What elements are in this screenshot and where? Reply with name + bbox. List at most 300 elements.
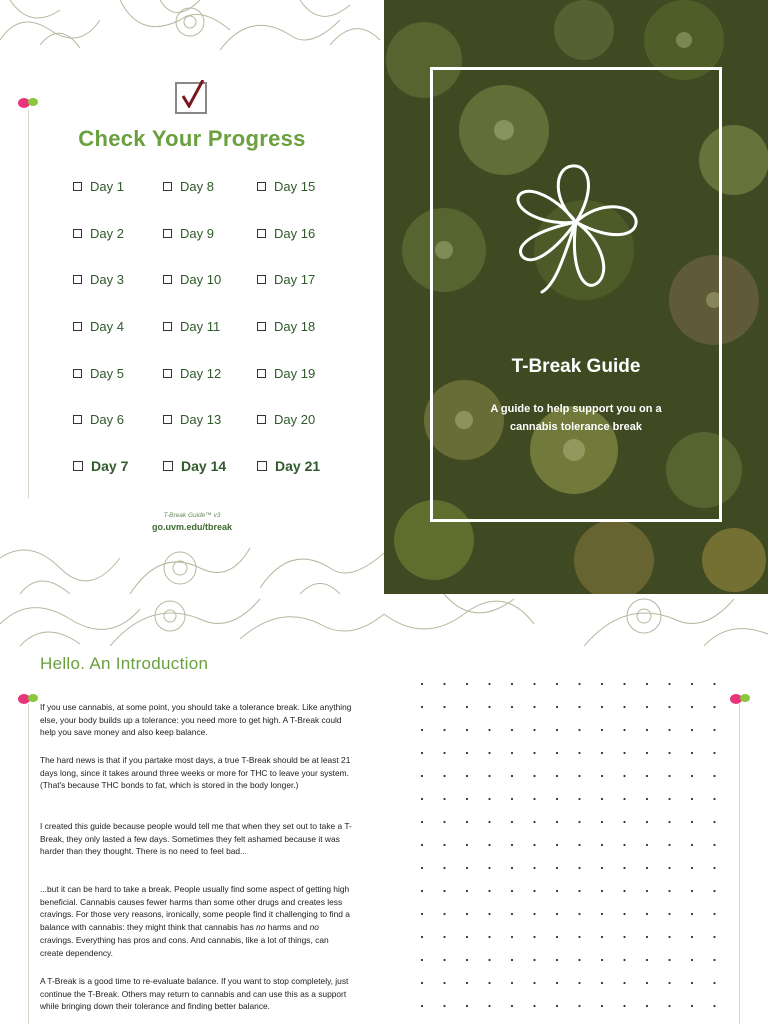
grid-dot — [691, 706, 693, 708]
grid-dot — [646, 752, 648, 754]
grid-dot — [601, 821, 603, 823]
grid-dot — [623, 890, 625, 892]
grid-dot — [533, 1005, 535, 1007]
grid-dot — [623, 844, 625, 846]
grid-dot — [533, 867, 535, 869]
grid-dot — [601, 798, 603, 800]
grid-dot — [668, 729, 670, 731]
grid-dot — [623, 729, 625, 731]
grid-dot — [646, 706, 648, 708]
checkbox[interactable] — [73, 322, 82, 331]
day-label: Day 19 — [274, 366, 316, 381]
day-checkbox-18[interactable] — [257, 319, 315, 334]
grid-dot — [578, 752, 580, 754]
grid-dot — [646, 775, 648, 777]
grid-dot — [533, 890, 535, 892]
grid-dot — [601, 752, 603, 754]
grid-dot — [668, 982, 670, 984]
grid-dot — [601, 867, 603, 869]
grid-dot — [421, 867, 423, 869]
grid-dot — [533, 844, 535, 846]
grid-dot — [601, 913, 603, 915]
grid-dot — [646, 959, 648, 961]
grid-dot — [443, 798, 445, 800]
grid-dot — [421, 913, 423, 915]
grid-dot — [713, 729, 715, 731]
grid-dot — [556, 959, 558, 961]
day-checkbox-1[interactable] — [73, 179, 124, 194]
grid-dot — [623, 936, 625, 938]
grid-dot — [443, 959, 445, 961]
grid-dot — [466, 706, 468, 708]
grid-dot — [578, 821, 580, 823]
grid-dot — [668, 752, 670, 754]
grid-dot — [691, 913, 693, 915]
sprout-icon — [18, 96, 38, 110]
grid-dot — [533, 821, 535, 823]
grid-dot — [668, 683, 670, 685]
grid-dot — [578, 913, 580, 915]
day-checkbox-13[interactable] — [163, 412, 221, 427]
grid-dot — [713, 982, 715, 984]
grid-dot — [421, 683, 423, 685]
footer-url[interactable]: go.uvm.edu/tbreak — [151, 522, 232, 532]
grid-dot — [511, 959, 513, 961]
grid-dot — [421, 959, 423, 961]
grid-dot — [443, 890, 445, 892]
grid-dot — [713, 959, 715, 961]
grid-dot — [511, 729, 513, 731]
grid-dot — [713, 1005, 715, 1007]
grid-dot — [443, 1005, 445, 1007]
grid-dot — [488, 913, 490, 915]
grid-dot — [443, 683, 445, 685]
grid-dot — [533, 982, 535, 984]
checkbox[interactable] — [163, 229, 172, 238]
grid-dot — [713, 890, 715, 892]
day-label: Day 6 — [90, 412, 124, 427]
grid-dot — [691, 844, 693, 846]
day-checkbox-4[interactable] — [73, 319, 124, 334]
grid-dot — [466, 752, 468, 754]
cover-page — [384, 0, 768, 594]
checkbox[interactable] — [257, 229, 266, 238]
grid-dot — [578, 683, 580, 685]
grid-dot — [466, 982, 468, 984]
day-checkbox-6[interactable] — [73, 412, 124, 427]
day-label: Day 1 — [90, 179, 124, 194]
grid-dot — [601, 775, 603, 777]
grid-dot — [466, 1005, 468, 1007]
grid-dot — [421, 798, 423, 800]
day-checkbox-3[interactable] — [73, 272, 124, 287]
grid-dot — [443, 936, 445, 938]
margin-line — [28, 704, 29, 1024]
grid-dot — [601, 982, 603, 984]
grid-dot — [668, 821, 670, 823]
day-label: Day 8 — [180, 179, 214, 194]
day-checkbox-19[interactable] — [257, 366, 315, 381]
grid-dot — [556, 752, 558, 754]
day-checkbox-20[interactable] — [257, 412, 315, 427]
intro-paragraph-2: The hard news is that if you partake most days, a true T-Break should be at least 21 days long, since it takes around three weeks or more for THC to leave your system. (That's because THC bonds to fat, which is stored in the body longer.) — [40, 755, 351, 791]
cover-subtitle-line2: cannabis tolerance break — [509, 421, 643, 433]
grid-dot — [691, 821, 693, 823]
grid-dot — [488, 752, 490, 754]
grid-dot — [421, 936, 423, 938]
grid-dot — [623, 706, 625, 708]
grid-dot — [646, 844, 648, 846]
grid-dot — [533, 706, 535, 708]
cover-subtitle-line1: A guide to help support you on a — [490, 403, 662, 415]
grid-dot — [691, 1005, 693, 1007]
checkbox[interactable] — [163, 275, 172, 284]
checkbox-check-icon — [175, 82, 207, 114]
intro-paragraph-3: I created this guide because people would tell me that when they set out to take a T-Break, they only lasted a few days. Sometimes they felt ashamed because it was harder than they thought. There is no need to feel bad... — [40, 821, 352, 857]
grid-dot — [691, 775, 693, 777]
grid-dot — [668, 913, 670, 915]
grid-dot — [668, 1005, 670, 1007]
day-label: Day 13 — [180, 412, 222, 427]
checkbox[interactable] — [257, 182, 266, 191]
day-checkbox-10[interactable] — [163, 272, 221, 287]
cover-title: T-Break Guide — [511, 356, 641, 377]
grid-dot — [578, 729, 580, 731]
day-label: Day 15 — [274, 179, 316, 194]
grid-dot — [421, 775, 423, 777]
grid-dot — [533, 936, 535, 938]
grid-dot — [511, 775, 513, 777]
grid-dot — [556, 844, 558, 846]
grid-dot — [691, 729, 693, 731]
grid-dot — [646, 729, 648, 731]
grid-dot — [556, 729, 558, 731]
grid-dot — [511, 890, 513, 892]
grid-dot — [668, 775, 670, 777]
grid-dot — [443, 844, 445, 846]
grid-dot — [556, 775, 558, 777]
grid-dot — [713, 752, 715, 754]
checkbox[interactable] — [257, 461, 267, 471]
grid-dot — [578, 798, 580, 800]
grid-dot — [578, 890, 580, 892]
grid-dot — [578, 844, 580, 846]
intro-heading: Hello. An Introduction — [40, 654, 209, 673]
grid-dot — [511, 982, 513, 984]
intro-paragraph-1: If you use cannabis, at some point, you should take a tolerance break. Like anything else, your body builds up a tolerance: you need more to get high. A T-Break could help you save money and also keep balance. — [40, 702, 352, 738]
day-checkbox-16[interactable] — [257, 226, 315, 241]
grid-dot — [466, 821, 468, 823]
grid-dot — [488, 729, 490, 731]
grid-dot — [668, 890, 670, 892]
grid-dot — [556, 798, 558, 800]
grid-dot — [421, 982, 423, 984]
grid-dot — [511, 844, 513, 846]
grid-dot — [691, 982, 693, 984]
day-label: Day 21 — [275, 458, 321, 474]
checkbox[interactable] — [257, 275, 266, 284]
floral-top-decoration — [0, 0, 384, 58]
day-checkbox-8[interactable] — [163, 179, 214, 194]
grid-dot — [533, 683, 535, 685]
grid-dot — [623, 867, 625, 869]
grid-dot — [488, 683, 490, 685]
day-checkbox-21[interactable] — [257, 458, 320, 474]
day-label: Day 10 — [180, 272, 222, 287]
grid-dot — [511, 1005, 513, 1007]
grid-dot — [533, 798, 535, 800]
day-label: Day 12 — [180, 366, 222, 381]
grid-dot — [668, 706, 670, 708]
grid-dot — [443, 729, 445, 731]
grid-dot — [511, 821, 513, 823]
day-checkbox-15[interactable] — [257, 179, 315, 194]
grid-dot — [488, 798, 490, 800]
grid-dot — [623, 775, 625, 777]
day-label: Day 20 — [274, 412, 316, 427]
grid-dot — [511, 752, 513, 754]
grid-dot — [488, 936, 490, 938]
grid-dot — [488, 706, 490, 708]
grid-dot — [443, 775, 445, 777]
day-checkbox-11[interactable] — [163, 319, 220, 334]
grid-dot — [668, 867, 670, 869]
grid-dot — [488, 775, 490, 777]
floral-top-decoration — [384, 594, 768, 646]
checkbox[interactable] — [73, 461, 83, 471]
grid-dot — [556, 1005, 558, 1007]
grid-dot — [511, 683, 513, 685]
grid-dot — [443, 706, 445, 708]
grid-dot — [533, 913, 535, 915]
day-label: Day 4 — [90, 319, 124, 334]
grid-dot — [421, 890, 423, 892]
grid-dot — [668, 844, 670, 846]
grid-dot — [713, 798, 715, 800]
grid-dot — [646, 821, 648, 823]
grid-dot — [466, 959, 468, 961]
day-label: Day 11 — [180, 319, 221, 334]
grid-dot — [533, 729, 535, 731]
grid-dot — [578, 706, 580, 708]
grid-dot — [533, 775, 535, 777]
grid-dot — [623, 982, 625, 984]
checkbox[interactable] — [163, 369, 172, 378]
grid-dot — [511, 798, 513, 800]
checkbox[interactable] — [163, 415, 172, 424]
grid-dot — [443, 913, 445, 915]
day-checkbox-5[interactable] — [73, 366, 124, 381]
day-checkbox-2[interactable] — [73, 226, 124, 241]
grid-dot — [466, 890, 468, 892]
grid-dot — [623, 798, 625, 800]
grid-dot — [691, 867, 693, 869]
grid-dot — [601, 890, 603, 892]
checkbox[interactable] — [73, 415, 82, 424]
grid-dot — [421, 1005, 423, 1007]
grid-dot — [601, 706, 603, 708]
checkbox[interactable] — [73, 369, 82, 378]
grid-dot — [691, 890, 693, 892]
grid-dot — [646, 982, 648, 984]
grid-dot — [488, 867, 490, 869]
day-label: Day 17 — [274, 272, 316, 287]
grid-dot — [578, 959, 580, 961]
grid-dot — [623, 683, 625, 685]
footer-brand: T-Break Guide™ v3 — [163, 512, 221, 519]
grid-dot — [421, 729, 423, 731]
grid-dot — [533, 959, 535, 961]
sprout-icon — [730, 692, 750, 706]
intro-paragraph-4: ...but it can be hard to take a break. People usually find some aspect of getting high beneficial. Cannabis causes fewer harms than some other drugs and creates less cravings. For those very reasons, ironically, some people find it challenging to find a balance with cannabis: they might think that cannabis has no harms and no cravings. Everything has pros and cons. And cannabis, like a lot of things, can create dependency. — [40, 884, 350, 958]
day-label: Day 9 — [180, 226, 214, 241]
day-checkbox-17[interactable] — [257, 272, 315, 287]
day-checkbox-9[interactable] — [163, 226, 214, 241]
checkbox[interactable] — [257, 322, 266, 331]
margin-line — [28, 110, 29, 498]
grid-dot — [556, 867, 558, 869]
grid-dot — [466, 936, 468, 938]
grid-dot — [646, 913, 648, 915]
checkbox[interactable] — [257, 415, 266, 424]
day-checkbox-7[interactable] — [73, 458, 128, 474]
grid-dot — [488, 844, 490, 846]
grid-dot — [601, 844, 603, 846]
checkbox[interactable] — [163, 182, 172, 191]
grid-dot — [713, 821, 715, 823]
checkbox[interactable] — [73, 182, 82, 191]
grid-dot — [668, 959, 670, 961]
notes-page — [384, 594, 768, 1024]
checkbox[interactable] — [73, 229, 82, 238]
progress-title: Check Your Progress — [78, 126, 306, 151]
grid-dot — [713, 867, 715, 869]
grid-dot — [623, 821, 625, 823]
checkbox[interactable] — [163, 322, 172, 331]
grid-dot — [466, 844, 468, 846]
grid-dot — [466, 913, 468, 915]
day-checkbox-12[interactable] — [163, 366, 221, 381]
grid-dot — [556, 706, 558, 708]
grid-dot — [488, 1005, 490, 1007]
grid-dot — [421, 821, 423, 823]
grid-dot — [556, 936, 558, 938]
checkbox[interactable] — [73, 275, 82, 284]
grid-dot — [443, 982, 445, 984]
grid-dot — [466, 867, 468, 869]
grid-dot — [533, 752, 535, 754]
grid-dot — [623, 959, 625, 961]
grid-dot — [556, 913, 558, 915]
grid-dot — [443, 867, 445, 869]
grid-dot — [511, 913, 513, 915]
grid-dot — [646, 1005, 648, 1007]
grid-dot — [691, 936, 693, 938]
grid-dot — [623, 752, 625, 754]
grid-dot — [421, 752, 423, 754]
grid-dot — [488, 821, 490, 823]
floral-bottom-decoration — [0, 538, 384, 594]
grid-dot — [466, 798, 468, 800]
grid-dot — [646, 798, 648, 800]
grid-dot — [421, 706, 423, 708]
grid-dot — [556, 890, 558, 892]
grid-dot — [691, 683, 693, 685]
grid-dot — [421, 844, 423, 846]
day-label: Day 16 — [274, 226, 316, 241]
grid-dot — [646, 867, 648, 869]
grid-dot — [556, 982, 558, 984]
day-label: Day 5 — [90, 366, 124, 381]
grid-dot — [578, 867, 580, 869]
grid-dot — [578, 1005, 580, 1007]
grid-dot — [713, 844, 715, 846]
sprout-icon — [18, 692, 38, 706]
day-label: Day 3 — [90, 272, 124, 287]
plumeria-flower-icon — [512, 160, 640, 298]
grid-dot — [623, 913, 625, 915]
dot-grid — [420, 682, 720, 1022]
grid-dot — [466, 683, 468, 685]
grid-dot — [466, 775, 468, 777]
checkbox[interactable] — [257, 369, 266, 378]
grid-dot — [578, 775, 580, 777]
grid-dot — [713, 936, 715, 938]
grid-dot — [511, 936, 513, 938]
progress-page — [0, 0, 384, 594]
grid-dot — [488, 890, 490, 892]
grid-dot — [713, 775, 715, 777]
day-label: Day 7 — [91, 458, 129, 474]
grid-dot — [601, 959, 603, 961]
grid-dot — [601, 1005, 603, 1007]
grid-dot — [488, 959, 490, 961]
grid-dot — [691, 959, 693, 961]
grid-dot — [691, 752, 693, 754]
grid-dot — [623, 1005, 625, 1007]
intro-paragraph-5: A T-Break is a good time to re-evaluate balance. If you want to stop completely, just continue the T-Break. Others may return to cannabis and can use this as a support while bringing down their tolerance and finding better balance. — [40, 976, 349, 1012]
day-label: Day 18 — [274, 319, 316, 334]
grid-dot — [646, 936, 648, 938]
grid-dot — [646, 890, 648, 892]
grid-dot — [511, 867, 513, 869]
floral-top-decoration — [0, 594, 384, 646]
grid-dot — [556, 683, 558, 685]
grid-dot — [713, 706, 715, 708]
day-label: Day 2 — [90, 226, 124, 241]
grid-dot — [601, 729, 603, 731]
grid-dot — [691, 798, 693, 800]
day-checkbox-14[interactable] — [163, 458, 226, 474]
grid-dot — [713, 683, 715, 685]
grid-dot — [646, 683, 648, 685]
grid-dot — [601, 936, 603, 938]
day-label: Day 14 — [181, 458, 227, 474]
grid-dot — [601, 683, 603, 685]
grid-dot — [668, 936, 670, 938]
margin-line — [739, 704, 740, 1024]
grid-dot — [713, 913, 715, 915]
grid-dot — [511, 706, 513, 708]
grid-dot — [578, 982, 580, 984]
grid-dot — [466, 729, 468, 731]
grid-dot — [556, 821, 558, 823]
intro-page — [0, 594, 384, 1024]
grid-dot — [488, 982, 490, 984]
grid-dot — [668, 798, 670, 800]
grid-dot — [578, 936, 580, 938]
checkbox[interactable] — [163, 461, 173, 471]
